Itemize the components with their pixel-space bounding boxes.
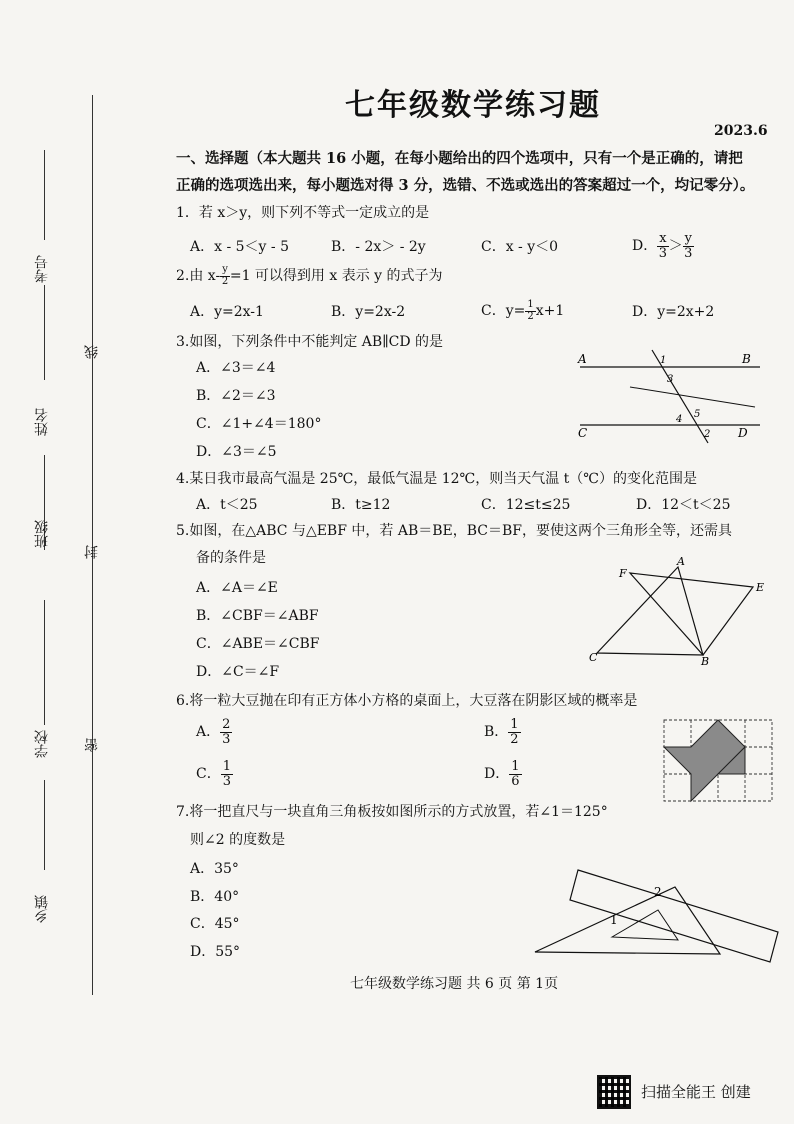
q5-fig-label-a: A <box>677 555 685 568</box>
q5-fig-label-b: B <box>701 655 710 668</box>
section-heading-line2: 正确的选项选出来，每小题选对得 3 分，选错、不选或选出的答案超过一个，均记零分）。 <box>176 177 755 194</box>
q3-fig-angle-2: 2 <box>704 429 711 440</box>
q1-option-c: C．x - y＜0 <box>481 239 559 255</box>
qr-code-icon <box>597 1075 631 1109</box>
seal-mark-seal: 封 <box>84 545 100 559</box>
q4-option-c: C．12≤t≤25 <box>481 497 571 513</box>
q3-fig-angle-3: 3 <box>667 374 674 385</box>
q7-option-b: B．40° <box>190 889 240 905</box>
q5-option-a: A．∠A＝∠E <box>196 580 278 596</box>
name-underline <box>44 150 45 240</box>
q4-stem: 4.某日我市最高气温是 25℃，最低气温是 12℃，则当天气温 t（℃）的变化范围是 <box>176 471 697 487</box>
q7-stem-line2: 则∠2 的度数是 <box>190 832 286 848</box>
q5-figure-triangles <box>585 555 775 670</box>
q2-option-d: D．y=2x+2 <box>632 304 715 320</box>
section-heading-line1: 一、选择题（本大题共 16 小题，在每小题给出的四个选项中，只有一个是正确的，请把 <box>176 150 743 167</box>
margin-label-exam-no: 考号 <box>34 255 50 283</box>
q5-fig-label-c: C <box>589 651 598 664</box>
q1-stem: 1．若 x＞y，则下列不等式一定成立的是 <box>176 205 430 221</box>
q7-option-d: D．55° <box>190 944 241 960</box>
q6-stem: 6.将一粒大豆抛在印有正方体小方格的桌面上，大豆落在阴影区域的概率是 <box>176 693 638 709</box>
page-title: 七年级数学练习题 <box>345 88 601 123</box>
q5-fig-label-e: E <box>756 581 765 594</box>
q3-option-d: D．∠3＝∠5 <box>196 444 277 460</box>
q3-option-c: C．∠1+∠4＝180° <box>196 416 322 432</box>
q3-fig-angle-1: 1 <box>660 355 667 366</box>
q5-fig-label-f: F <box>619 567 627 580</box>
q7-option-c: C．45° <box>190 916 240 932</box>
q4-option-b: B．t≥12 <box>331 497 391 513</box>
q1-option-b: B．- 2x＞ - 2y <box>331 239 426 255</box>
q1-option-d: D． $\frac{x}{3}$ ＞ $\frac{y}{3}$ <box>632 231 693 261</box>
margin-label-town: 乡镇 <box>34 895 50 923</box>
q3-fig-label-c: C <box>578 426 588 440</box>
q3-fig-label-a: A <box>578 352 587 366</box>
q4-option-d: D．12＜t＜25 <box>636 497 731 513</box>
scanner-watermark: 扫描全能王 创建 <box>641 1083 751 1101</box>
seal-mark-secret: 密 <box>84 738 100 752</box>
q5-option-b: B．∠CBF＝∠ABF <box>196 608 319 624</box>
q2-stem: 2.由 x- $\frac{y}{2}$ =1 可以得到用 x 表示 y 的式子为 <box>176 264 443 287</box>
q3-figure-parallel-lines <box>570 345 770 445</box>
q5-stem-line1: 5.如图，在△ABC 与△EBF 中，若 AB＝BE，BC＝BF，要使这两个三角形全等，还需具 <box>176 523 732 539</box>
margin-label-school: 学校 <box>34 730 50 758</box>
q6-option-b: B． $\frac{1}{2}$ <box>484 717 519 747</box>
q6-option-c: C． $\frac{1}{3}$ <box>196 759 231 789</box>
page-footer: 七年级数学练习题 共 6 页 第 1页 <box>350 976 559 992</box>
q5-stem-line2: 备的条件是 <box>196 550 266 566</box>
q3-fig-angle-4: 4 <box>676 414 683 425</box>
q7-fig-angle-2: 2 <box>654 885 662 899</box>
q6-option-d: D． $\frac{1}{6}$ <box>484 759 520 789</box>
q7-option-a: A．35° <box>190 861 239 877</box>
q3-option-a: A．∠3＝∠4 <box>196 360 276 376</box>
q4-option-a: A．t＜25 <box>196 497 258 513</box>
q3-option-b: B．∠2＝∠3 <box>196 388 276 404</box>
margin-label-class: 班级 <box>34 520 50 548</box>
q2-option-a: A．y=2x-1 <box>190 304 264 320</box>
q3-stem: 3.如图，下列条件中不能判定 AB∥CD 的是 <box>176 334 444 350</box>
q1-option-a: A．x - 5＜y - 5 <box>190 239 289 255</box>
q2-option-b: B．y=2x-2 <box>331 304 406 320</box>
q5-option-d: D．∠C＝∠F <box>196 664 280 680</box>
q2-option-c: C．y= $\frac{1}{2}$ x+1 <box>481 299 565 322</box>
q6-option-a: A． $\frac{2}{3}$ <box>196 717 231 747</box>
q6-figure-shaded-grid <box>662 718 774 804</box>
q3-fig-label-d: D <box>738 426 748 440</box>
name-underline <box>44 600 45 725</box>
q7-fig-angle-1: 1 <box>610 913 618 927</box>
seal-mark-line: 线 <box>84 345 100 359</box>
q5-option-c: C．∠ABE＝∠CBF <box>196 636 320 652</box>
margin-label-name: 姓名 <box>34 408 50 436</box>
q7-figure-ruler-triangle <box>530 862 780 967</box>
q3-fig-angle-5: 5 <box>694 409 701 420</box>
q7-stem: 7.将一把直尺与一块直角三角板按如图所示的方式放置，若∠1＝125° <box>176 804 608 820</box>
name-underline <box>44 285 45 380</box>
q3-fig-label-b: B <box>742 352 751 366</box>
exam-date: 2023.6 <box>714 123 768 139</box>
name-underline <box>44 780 45 870</box>
